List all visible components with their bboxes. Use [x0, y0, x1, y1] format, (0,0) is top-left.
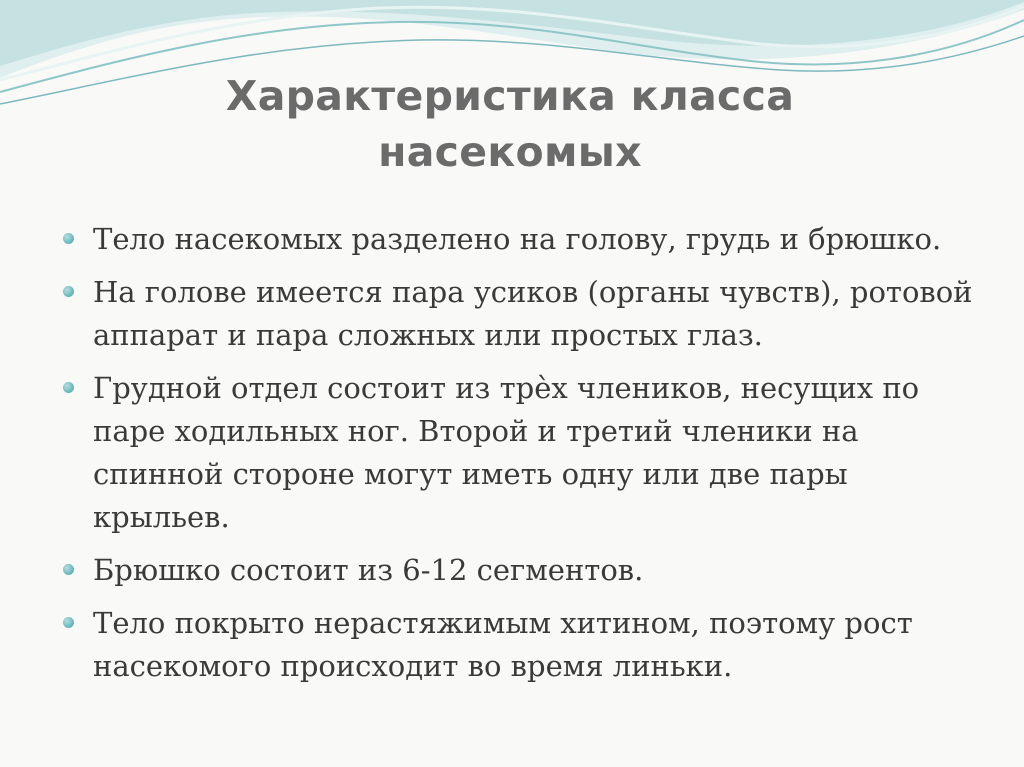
round-teal-bullet-icon: [63, 564, 74, 575]
slide-title-line-1: Характеристика класса: [225, 72, 795, 120]
bullet-list: [58, 218, 988, 698]
bullet-text: Тело насекомых разделено на голову, грудь и брюшко.: [93, 222, 942, 256]
bullet-item: [58, 602, 988, 688]
bullet-item: [58, 271, 988, 357]
round-teal-bullet-icon: [63, 382, 74, 393]
slide-title-line-2: насекомых: [378, 128, 642, 176]
bullet-item: [58, 218, 988, 261]
bullet-text: Грудной отдел состоит из трѐх члеников, несущих по паре ходильных ног. Второй и третий членики на спинной стороне могут иметь одну или две пары крыльев.: [93, 371, 920, 534]
round-teal-bullet-icon: [63, 233, 74, 244]
bullet-item: [58, 367, 988, 539]
slide-title: [140, 68, 880, 180]
bullet-item: [58, 549, 988, 592]
bullet-text: Тело покрыто нерастяжимым хитином, поэтому рост насекомого происходит во время линьки.: [93, 606, 913, 683]
round-teal-bullet-icon: [63, 617, 74, 628]
bullet-text: На голове имеется пара усиков (органы чувств), ротовой аппарат и пара сложных или простых глаз.: [93, 275, 973, 352]
round-teal-bullet-icon: [63, 286, 74, 297]
bullet-text: Брюшко состоит из 6-12 сегментов.: [93, 553, 644, 587]
